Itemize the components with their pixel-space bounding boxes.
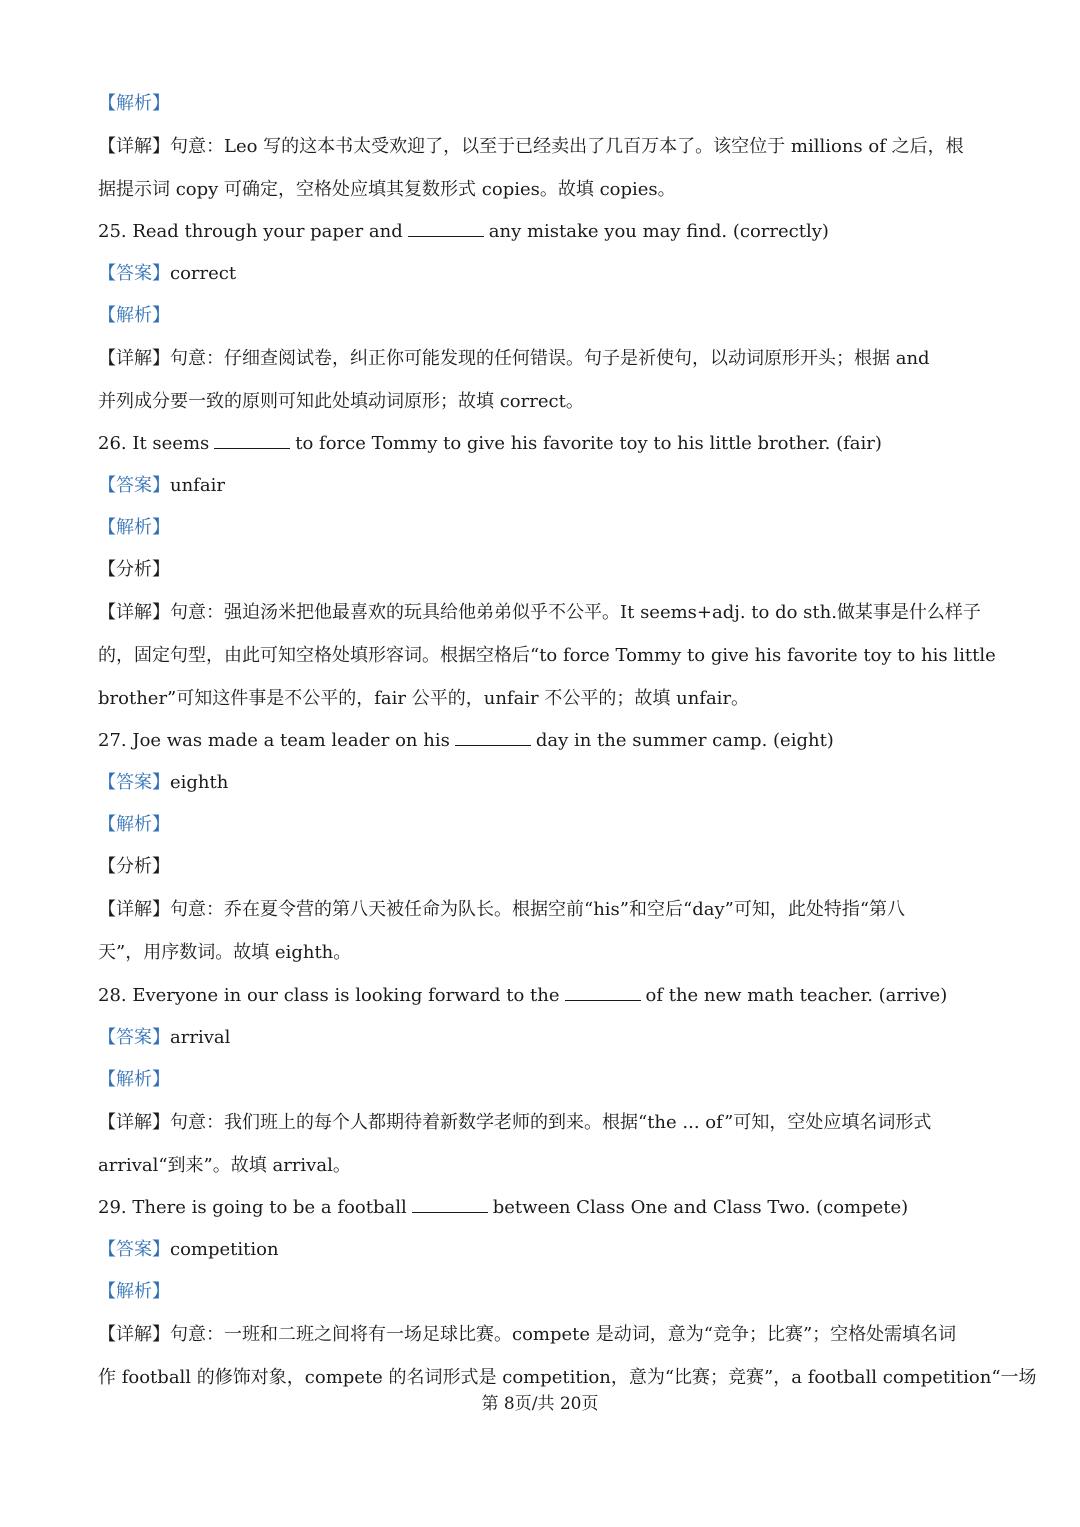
q26-detail-line-2: 的，固定句型，由此可知空格处填形容词。根据空格后“to force Tommy to give his favorite toy to his little bbox=[98, 645, 996, 666]
q29-detail-line-2: 作 football 的修饰对象，compete 的名词形式是 competition，意为“比赛；竞赛”，a football competition“一场 bbox=[98, 1367, 1037, 1388]
q29-detail-line-1: 【详解】句意：一班和二班之间将有一场足球比赛。compete 是动词，意为“竞争；比赛”；空格处需填名词 bbox=[98, 1324, 957, 1345]
q28-analysis-heading: 【解析】 bbox=[98, 1069, 170, 1090]
q26-fenxi-heading: 【分析】 bbox=[98, 559, 170, 580]
q26-detail-line-1: 【详解】句意：强迫汤米把他最喜欢的玩具给他弟弟似乎不公平。It seems+adj. to do sth.做某事是什么样子 bbox=[98, 602, 981, 623]
q24-analysis-heading: 【解析】 bbox=[98, 93, 170, 114]
q27-detail-line-2: 天”，用序数词。故填 eighth。 bbox=[98, 942, 352, 963]
answer-blank bbox=[408, 220, 484, 237]
q25-analysis-heading: 【解析】 bbox=[98, 305, 170, 326]
q28-answer: 【答案】arrival bbox=[98, 1027, 231, 1048]
q27-analysis-heading: 【解析】 bbox=[98, 814, 170, 835]
q25-stem: 25. Read through your paper and any mistake you may find. (correctly) bbox=[98, 221, 829, 242]
q29-stem: 29. There is going to be a football between Class One and Class Two. (compete) bbox=[98, 1197, 909, 1218]
q25-detail-line-1: 【详解】句意：仔细查阅试卷，纠正你可能发现的任何错误。句子是祈使句，以动词原形开头；根据 and bbox=[98, 348, 930, 369]
answer-blank bbox=[214, 432, 290, 449]
q28-stem: 28. Everyone in our class is looking forward to the of the new math teacher. (arrive) bbox=[98, 985, 948, 1006]
q27-answer: 【答案】eighth bbox=[98, 772, 229, 793]
q26-stem: 26. It seems to force Tommy to give his favorite toy to his little brother. (fair) bbox=[98, 433, 882, 454]
answer-blank bbox=[455, 729, 531, 746]
q28-detail-line-2: arrival“到来”。故填 arrival。 bbox=[98, 1155, 351, 1176]
q27-detail-line-1: 【详解】句意：乔在夏令营的第八天被任命为队长。根据空前“his”和空后“day”可知，此处特指“第八 bbox=[98, 899, 906, 920]
q25-answer: 【答案】correct bbox=[98, 263, 237, 284]
answer-blank bbox=[565, 984, 641, 1001]
q26-analysis-heading: 【解析】 bbox=[98, 517, 170, 538]
q24-detail-line-1: 【详解】句意：Leo 写的这本书太受欢迎了，以至于已经卖出了几百万本了。该空位于 millions of 之后，根 bbox=[98, 136, 964, 157]
q26-detail-line-3: brother”可知这件事是不公平的，fair 公平的，unfair 不公平的；故填 unfair。 bbox=[98, 688, 750, 709]
page-number-footer: 第 8页/共 20页 bbox=[481, 1394, 599, 1414]
q28-detail-line-1: 【详解】句意：我们班上的每个人都期待着新数学老师的到来。根据“the ... of”可知，空处应填名词形式 bbox=[98, 1112, 932, 1133]
answer-blank bbox=[412, 1196, 488, 1213]
q26-answer: 【答案】unfair bbox=[98, 475, 225, 496]
q29-analysis-heading: 【解析】 bbox=[98, 1281, 170, 1302]
q25-detail-line-2: 并列成分要一致的原则可知此处填动词原形；故填 correct。 bbox=[98, 391, 584, 412]
detail-label: 【详解】 bbox=[98, 136, 170, 157]
q24-detail-line-2: 据提示词 copy 可确定，空格处应填其复数形式 copies。故填 copies。 bbox=[98, 179, 676, 200]
q27-fenxi-heading: 【分析】 bbox=[98, 856, 170, 877]
q27-stem: 27. Joe was made a team leader on his day in the summer camp. (eight) bbox=[98, 730, 834, 751]
q29-answer: 【答案】competition bbox=[98, 1239, 279, 1260]
